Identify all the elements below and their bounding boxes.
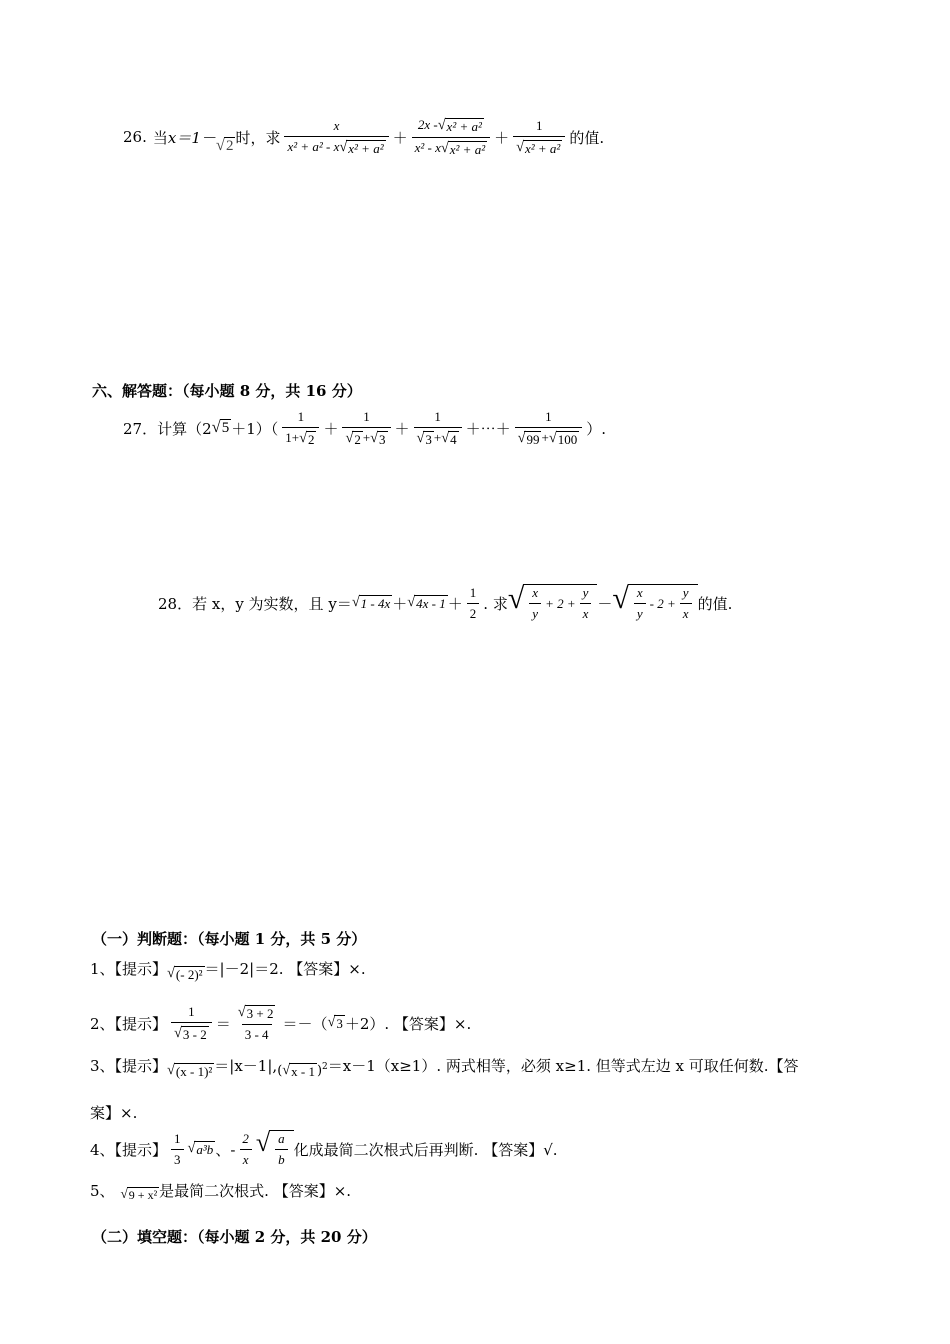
q28-minus: －: [597, 594, 613, 613]
q26-number: 26.: [123, 128, 147, 146]
q27-prefix: 27．计算（2: [123, 419, 212, 438]
q28-half: $\frac{1}{2}$: [467, 585, 480, 622]
q27-sqrt5: √ 5: [211, 417, 230, 436]
answer-3-continued: 案】×.: [90, 1104, 138, 1122]
answer-4-label: 4、【提示】: [90, 1140, 168, 1159]
q26-fraction-3: 1 √ x² + a²: [513, 118, 565, 157]
judge-heading: （一）判断题：（每小题 1 分，共 5 分）: [92, 930, 367, 948]
q28-sqrt-3: √ $\frac{x}{y}$ + 2 + $\frac{y}{x}$: [508, 584, 598, 622]
q28-sqrt-1: √ 1 - 4x: [351, 593, 391, 611]
q26-tail: 的值.: [569, 128, 605, 147]
answer-2-label: 2、【提示】: [90, 1014, 168, 1033]
answer-1-text: ＝|－2|＝2. 【答案】×.: [204, 959, 366, 978]
answer-3-sqrt-1: √ (x - 1)²: [167, 1061, 213, 1079]
q27-plus-2: ＋: [394, 419, 410, 438]
answer-1-sqrt: √ (- 2)²: [167, 964, 203, 982]
answer-4-text: 化成最简二次根式后再判断. 【答案】√.: [293, 1140, 558, 1159]
answer-4-sqrt-1: √ a³b: [187, 1139, 214, 1157]
answer-1: [90, 953, 366, 983]
section-6-heading: 六、解答题：（每小题 8 分，共 16 分）: [92, 382, 362, 400]
q27-ellipsis: ＋⋯＋: [465, 419, 511, 438]
q28-sqrt-4: √ $\frac{x}{y}$ - 2 + $\frac{y}{x}$: [612, 584, 697, 622]
q27-term-3: 1 √ 3 + √ 4: [414, 409, 462, 448]
answer-2-fraction-2: √ 3 + 2 3 - 4: [237, 1003, 274, 1042]
q26-suffix: 时，求: [235, 128, 281, 147]
q27-plus-1: ＋: [323, 419, 339, 438]
q26-condition: x＝1－: [167, 128, 216, 147]
question-26: [123, 112, 604, 162]
answer-5-sqrt: √ 9 + x²: [120, 1186, 158, 1202]
answer-3-label: 3、【提示】: [90, 1056, 168, 1075]
answer-4-fraction-1: $\frac{1}{3}$: [171, 1131, 184, 1168]
q26-fraction-1: x x² + a² - x √ x² + a²: [284, 118, 388, 157]
answer-1-label: 1、【提示】: [90, 959, 168, 978]
answer-2-sqrt3: √ 3: [327, 1013, 343, 1031]
q26-plus-1: ＋: [392, 128, 408, 147]
q26-fraction-2: 2x - √ x² + a² x² - x √ x² + a²: [412, 117, 490, 158]
q28-prefix: 28．若 x，y 为实数，且 y＝: [158, 594, 352, 613]
q28-tail: 的值.: [697, 594, 733, 613]
q27-term-2: 1 √ 2 + √ 3: [342, 409, 390, 448]
q27-term-1: 1 1+ √ 2: [282, 409, 319, 448]
q27-after: ＋1）（: [231, 419, 279, 438]
answer-4-fraction-2: $\frac{2}{x}$: [239, 1131, 252, 1168]
answer-5-text: 是最简二次根式. 【答案】×.: [159, 1181, 352, 1200]
answer-5: [90, 1177, 351, 1203]
q26-when: 当: [152, 128, 168, 147]
answer-3-sqrt-2: ( √ x - 1 )$^2$: [277, 1061, 328, 1080]
question-27: [123, 404, 606, 452]
q27-term-last: 1 √ 99 + √ 100: [515, 409, 583, 448]
answer-4: 4、【提示】 $\frac{1}{3}$ √ a³b 、- $\frac{2}{x}$ √ $\frac{a}{b}$ 化成最简二次根式后再判断. 【答案】√.: [90, 1128, 558, 1167]
question-28: 28．若 x，y 为实数，且 y＝ √ 1 - 4x ＋ √ 4x - 1 ＋ $\frac{1}{2}$ . 求 √ $\frac{x}{y}$ + 2 + $\frac{y}{x}$ － √ $\frac{x}{y}$ - 2 + $\frac{y}{x}$ 的值.: [158, 582, 733, 621]
answer-4-sqrt-2: √ $\frac{a}{b}$: [256, 1130, 294, 1168]
q28-ask: . 求: [483, 594, 508, 613]
fill-heading: （二）填空题：（每小题 2 分，共 20 分）: [92, 1228, 377, 1246]
q27-close: ）.: [586, 419, 606, 438]
answer-3: 3、【提示】 √ (x - 1)² ＝|x－1|, ( √ x - 1 )$^2$ ＝x－1（x≥1）. 两式相等，必须 x≥1. 但等式左边 x 可取任何数.【答: [90, 1056, 799, 1080]
q26-sqrt2: √ 2: [215, 135, 234, 154]
answer-2: 2、【提示】 1 √ 3 - 2 ＝ √ 3 + 2 3 - 4 ＝－（ √ 3 ＋2）. 【答案】×.: [90, 1003, 472, 1042]
answer-2-tail: ＋2）. 【答案】×.: [344, 1014, 472, 1033]
answer-2-fraction-1: 1 √ 3 - 2: [171, 1004, 212, 1043]
answer-5-label: 5、: [90, 1181, 115, 1200]
q28-sqrt-2: √ 4x - 1: [407, 593, 446, 611]
q26-plus-2: ＋: [494, 128, 510, 147]
